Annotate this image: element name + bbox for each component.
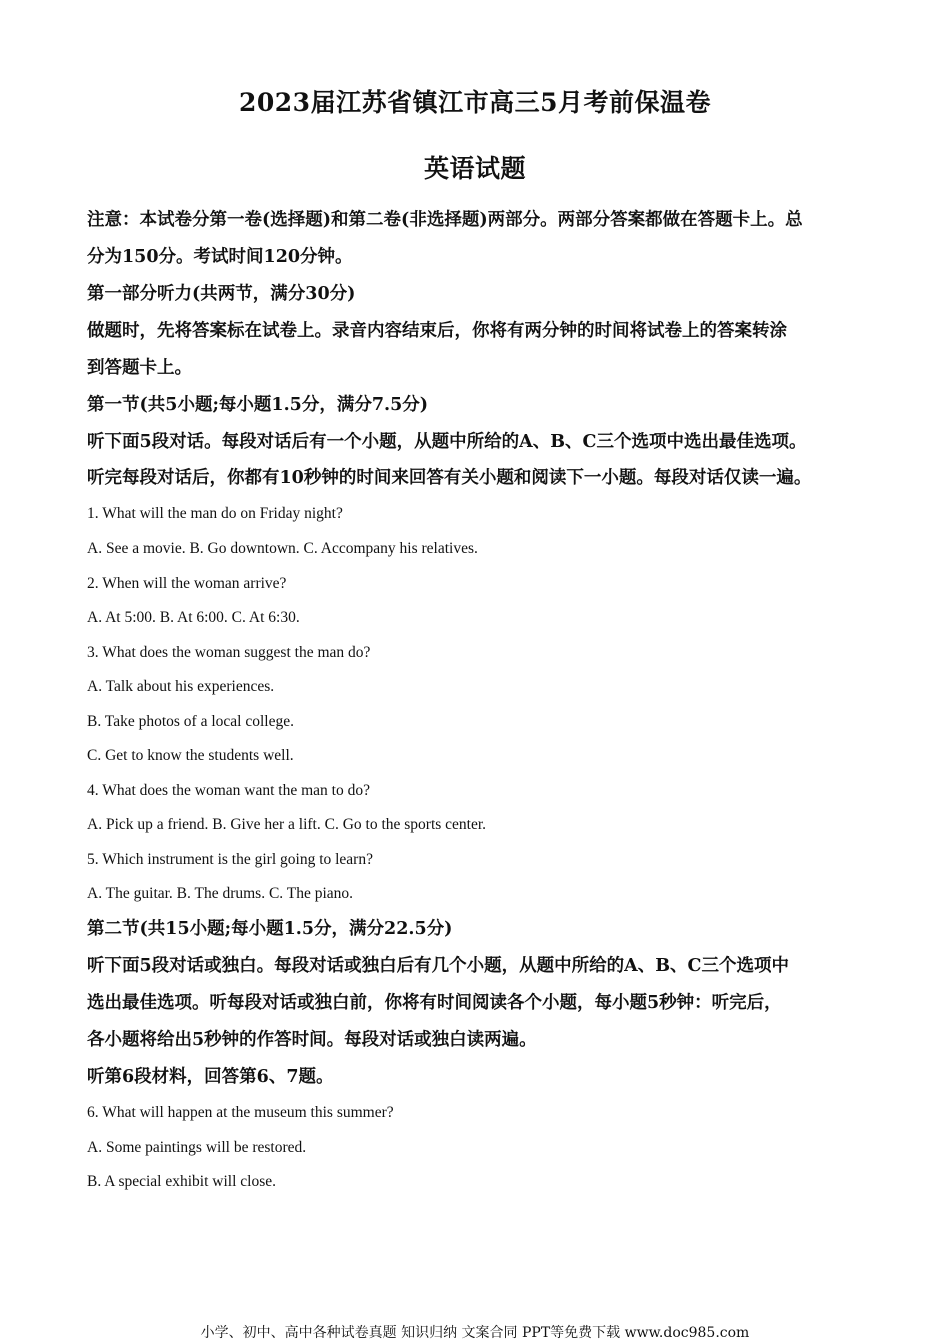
question-3: 3. What does the woman suggest the man do? xyxy=(87,644,371,661)
exam-subtitle: 英语试题 xyxy=(423,154,526,183)
question-6: 6. What will happen at the museum this summer? xyxy=(87,1104,394,1121)
section1-instruction-2: 听完每段对话后，你都有10秒钟的时间来回答有关小题和阅读下一小题。每段对话仅读一遍。 xyxy=(87,468,812,488)
section1-instruction-1: 听下面5段对话。每段对话后有一个小题，从题中所给的A、B、C三个选项中选出最佳选项。 xyxy=(87,432,807,452)
section1-heading: 第一节(共5小题;每小题1.5分，满分7.5分) xyxy=(87,395,429,415)
question-3-option-a: A. Talk about his experiences. xyxy=(87,678,275,695)
part1-instruction-1: 做题时，先将答案标在试卷上。录音内容结束后，你将有两分钟的时间将试卷上的答案转涂 xyxy=(87,321,787,341)
exam-title: 2023届江苏省镇江市高三5月考前保温卷 xyxy=(239,88,711,117)
question-4: 4. What does the woman want the man to do? xyxy=(87,782,370,799)
question-4-options: A. Pick up a friend. B. Give her a lift. C. Go to the sports center. xyxy=(87,816,487,833)
page-footer: 小学、初中、高中各种试卷真题 知识归纳 文案合同 PPT等免费下载 www.doc985.com xyxy=(200,1325,750,1341)
question-6-option-b: B. A special exhibit will close. xyxy=(87,1173,276,1190)
section2-instruction-1: 听下面5段对话或独白。每段对话或独白后有几个小题，从题中所给的A、B、C三个选项中 xyxy=(87,956,789,976)
section2-instruction-3: 各小题将给出5秒钟的作答时间。每段对话或独白读两遍。 xyxy=(87,1030,537,1050)
part1-instruction-2: 到答题卡上。 xyxy=(87,358,192,378)
question-3-option-b: B. Take photos of a local college. xyxy=(87,713,294,730)
notice-line-1: 注意：本试卷分第一卷(选择题)和第二卷(非选择题)两部分。两部分答案都做在答题卡上。总 xyxy=(87,210,803,230)
section2-instruction-2: 选出最佳选项。听每段对话或独白前，你将有时间阅读各个小题，每小题5秒钟：听完后， xyxy=(87,993,782,1013)
material-6-heading: 听第6段材料，回答第6、7题。 xyxy=(87,1067,334,1087)
question-5: 5. Which instrument is the girl going to learn? xyxy=(87,851,373,868)
notice-line-2: 分为150分。考试时间120分钟。 xyxy=(87,247,353,267)
question-2: 2. When will the woman arrive? xyxy=(87,575,287,592)
part1-heading: 第一部分听力(共两节，满分30分) xyxy=(87,284,356,304)
question-5-options: A. The guitar. B. The drums. C. The piano. xyxy=(87,885,354,902)
section2-heading: 第二节(共15小题;每小题1.5分，满分22.5分) xyxy=(87,919,453,939)
question-3-option-c: C. Get to know the students well. xyxy=(87,747,294,764)
question-2-options: A. At 5:00. B. At 6:00. C. At 6:30. xyxy=(87,609,300,626)
question-6-option-a: A. Some paintings will be restored. xyxy=(87,1139,307,1156)
question-1-options: A. See a movie. B. Go downtown. C. Accompany his relatives. xyxy=(87,540,478,557)
question-1: 1. What will the man do on Friday night? xyxy=(87,505,343,522)
